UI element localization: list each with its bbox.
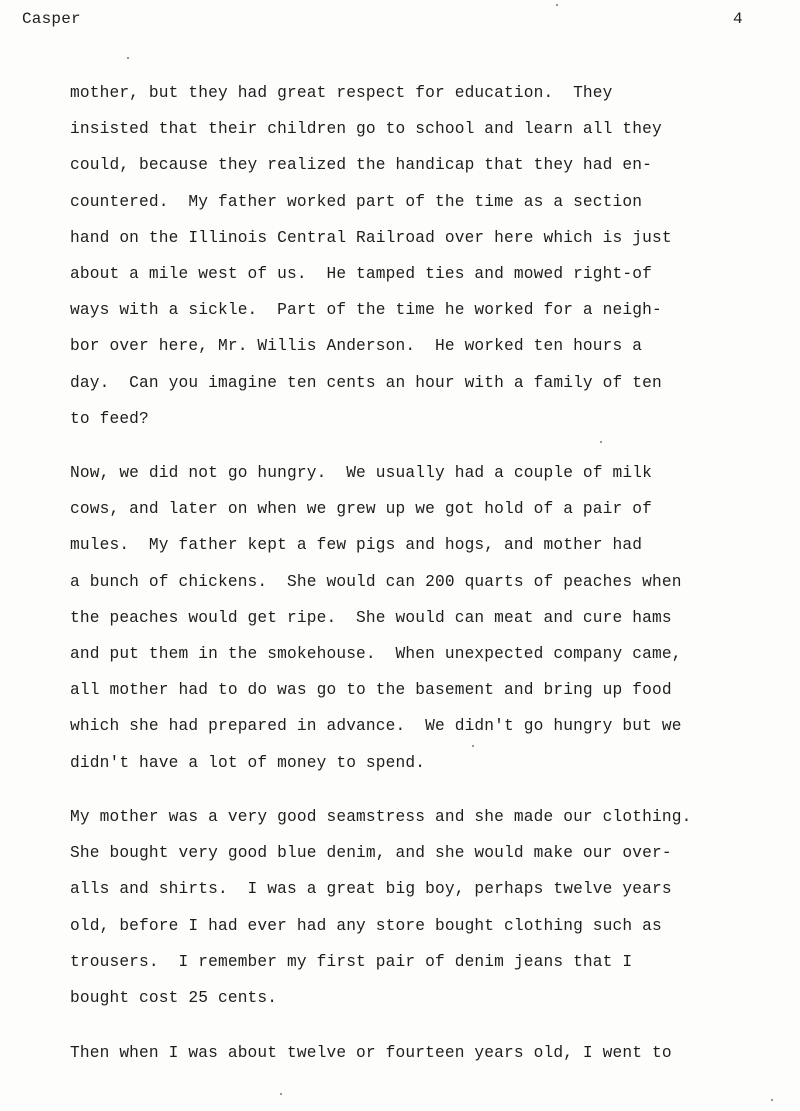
text-line: hand on the Illinois Central Railroad over here which is just (70, 228, 672, 247)
text-line: bor over here, Mr. Willis Anderson. He worked ten hours a (70, 337, 643, 356)
text-line: trousers. I remember my first pair of denim jeans that I (70, 952, 633, 971)
text-line: a bunch of chickens. She would can 200 quarts of peaches when (70, 572, 682, 591)
paragraph-2 (70, 455, 770, 781)
text-line: ways with a sickle. Part of the time he worked for a neigh- (70, 301, 662, 320)
scan-speck (280, 1093, 282, 1095)
text-line: cows, and later on when we grew up we got hold of a pair of (70, 500, 652, 519)
text-line: didn't have a lot of money to spend. (70, 753, 426, 772)
paragraph-3 (70, 799, 770, 1016)
scan-speck (600, 441, 602, 443)
text-line: insisted that their children go to school and learn all they (70, 120, 662, 139)
text-line: the peaches would get ripe. She would can meat and cure hams (70, 608, 672, 627)
text-line: bought cost 25 cents. (70, 989, 278, 1008)
header-name: Casper (22, 10, 81, 28)
scan-speck (771, 1099, 773, 1101)
text-line: My mother was a very good seamstress and she made our clothing. (70, 808, 692, 826)
text-line: She bought very good blue denim, and she would make our over- (70, 844, 672, 863)
text-line: about a mile west of us. He tamped ties and mowed right-of (70, 265, 652, 284)
text-line: day. Can you imagine ten cents an hour with a family of ten (70, 373, 662, 392)
scan-speck (472, 745, 474, 747)
paragraph-1 (70, 75, 770, 437)
text-line: Then when I was about twelve or fourteen years old, I went to (70, 1044, 672, 1062)
text-line: to feed? (70, 409, 149, 428)
text-line: all mother had to do was go to the basement and bring up food (70, 681, 672, 700)
text-line: countered. My father worked part of the time as a section (70, 192, 643, 211)
text-line: alls and shirts. I was a great big boy, perhaps twelve years (70, 880, 672, 899)
text-line: Now, we did not go hungry. We usually had a couple of milk (70, 464, 652, 482)
paragraph-4 (70, 1035, 770, 1071)
text-line: which she had prepared in advance. We didn't go hungry but we (70, 717, 682, 736)
scan-speck (127, 57, 129, 59)
scan-speck (556, 4, 558, 6)
text-line: old, before I had ever had any store bought clothing such as (70, 916, 662, 935)
text-line: mules. My father kept a few pigs and hogs, and mother had (70, 536, 643, 555)
page-number: 4 (733, 10, 743, 28)
text-line: could, because they realized the handicap that they had en- (70, 156, 652, 175)
text-line: mother, but they had great respect for education. They (70, 84, 613, 102)
text-line: and put them in the smokehouse. When unexpected company came, (70, 645, 682, 664)
